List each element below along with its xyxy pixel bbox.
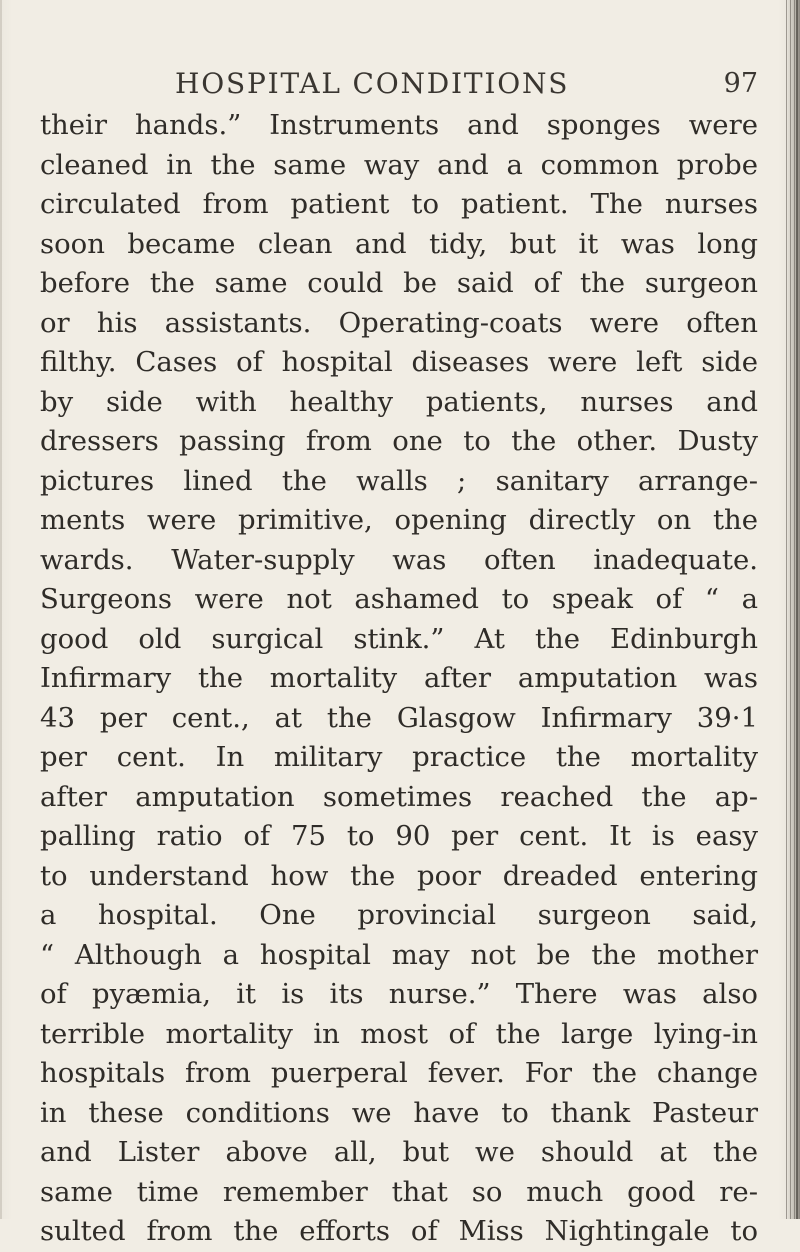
gutter-line	[794, 0, 795, 1219]
text-line: ments were primitive, opening directly on the	[40, 504, 758, 536]
text-line: 43 per cent., at the Glasgow Infirmary 39·1	[40, 701, 758, 734]
text-line: sulted from the efforts of Miss Nightingale to	[40, 1215, 758, 1247]
text-line: a hospital. One provincial surgeon said,	[40, 899, 758, 931]
gutter-line	[786, 0, 787, 1219]
text-line: wards. Water-supply was often inadequate.	[40, 543, 758, 576]
text-line: before the same could be said of the surgeon	[40, 267, 758, 299]
text-line: circulated from patient to patient. The nurses	[40, 188, 758, 220]
text-line: palling ratio of 75 to 90 per cent. It is easy	[40, 820, 758, 852]
gutter-line	[796, 0, 798, 1219]
text-line: and Lister above all, but we should at the	[40, 1136, 758, 1168]
text-line: to understand how the poor dreaded entering	[40, 859, 758, 892]
page-left-edge	[0, 0, 2, 1219]
text-line: Surgeons were not ashamed to speak of “ a	[40, 583, 758, 615]
body-text	[40, 106, 758, 1252]
running-head	[40, 67, 758, 101]
text-line: dressers passing from one to the other. Dusty	[40, 425, 758, 457]
page-number: 97	[723, 68, 758, 99]
text-line: per cent. In military practice the mortality	[40, 741, 758, 773]
text-line: good old surgical stink.” At the Edinburgh	[40, 622, 758, 655]
text-line: “ Although a hospital may not be the mother	[40, 938, 758, 971]
gutter-line	[790, 0, 791, 1219]
text-line: same time remember that so much good re-	[40, 1175, 758, 1208]
text-line: filthy. Cases of hospital diseases were left side	[40, 346, 758, 378]
text-line: in these conditions we have to thank Pasteur	[40, 1096, 758, 1129]
text-line: after amputation sometimes reached the ap-	[40, 780, 758, 813]
text-line: hospitals from puerperal fever. For the change	[40, 1057, 758, 1089]
text-line: or his assistants. Operating-coats were often	[40, 306, 758, 339]
text-line: by side with healthy patients, nurses and	[40, 385, 758, 418]
text-line: terrible mortality in most of the large lying-in	[40, 1017, 758, 1050]
text-line: soon became clean and tidy, but it was long	[40, 227, 758, 260]
text-line: pictures lined the walls ; sanitary arrange-	[40, 464, 758, 497]
text-line: their hands.” Instruments and sponges were	[40, 109, 758, 141]
text-line: Infirmary the mortality after amputation was	[40, 662, 758, 694]
text-line: of pyæmia, it is its nurse.” There was also	[40, 978, 758, 1010]
running-head-title: HOSPITAL CONDITIONS	[175, 67, 570, 100]
text-line: cleaned in the same way and a common probe	[40, 148, 758, 181]
